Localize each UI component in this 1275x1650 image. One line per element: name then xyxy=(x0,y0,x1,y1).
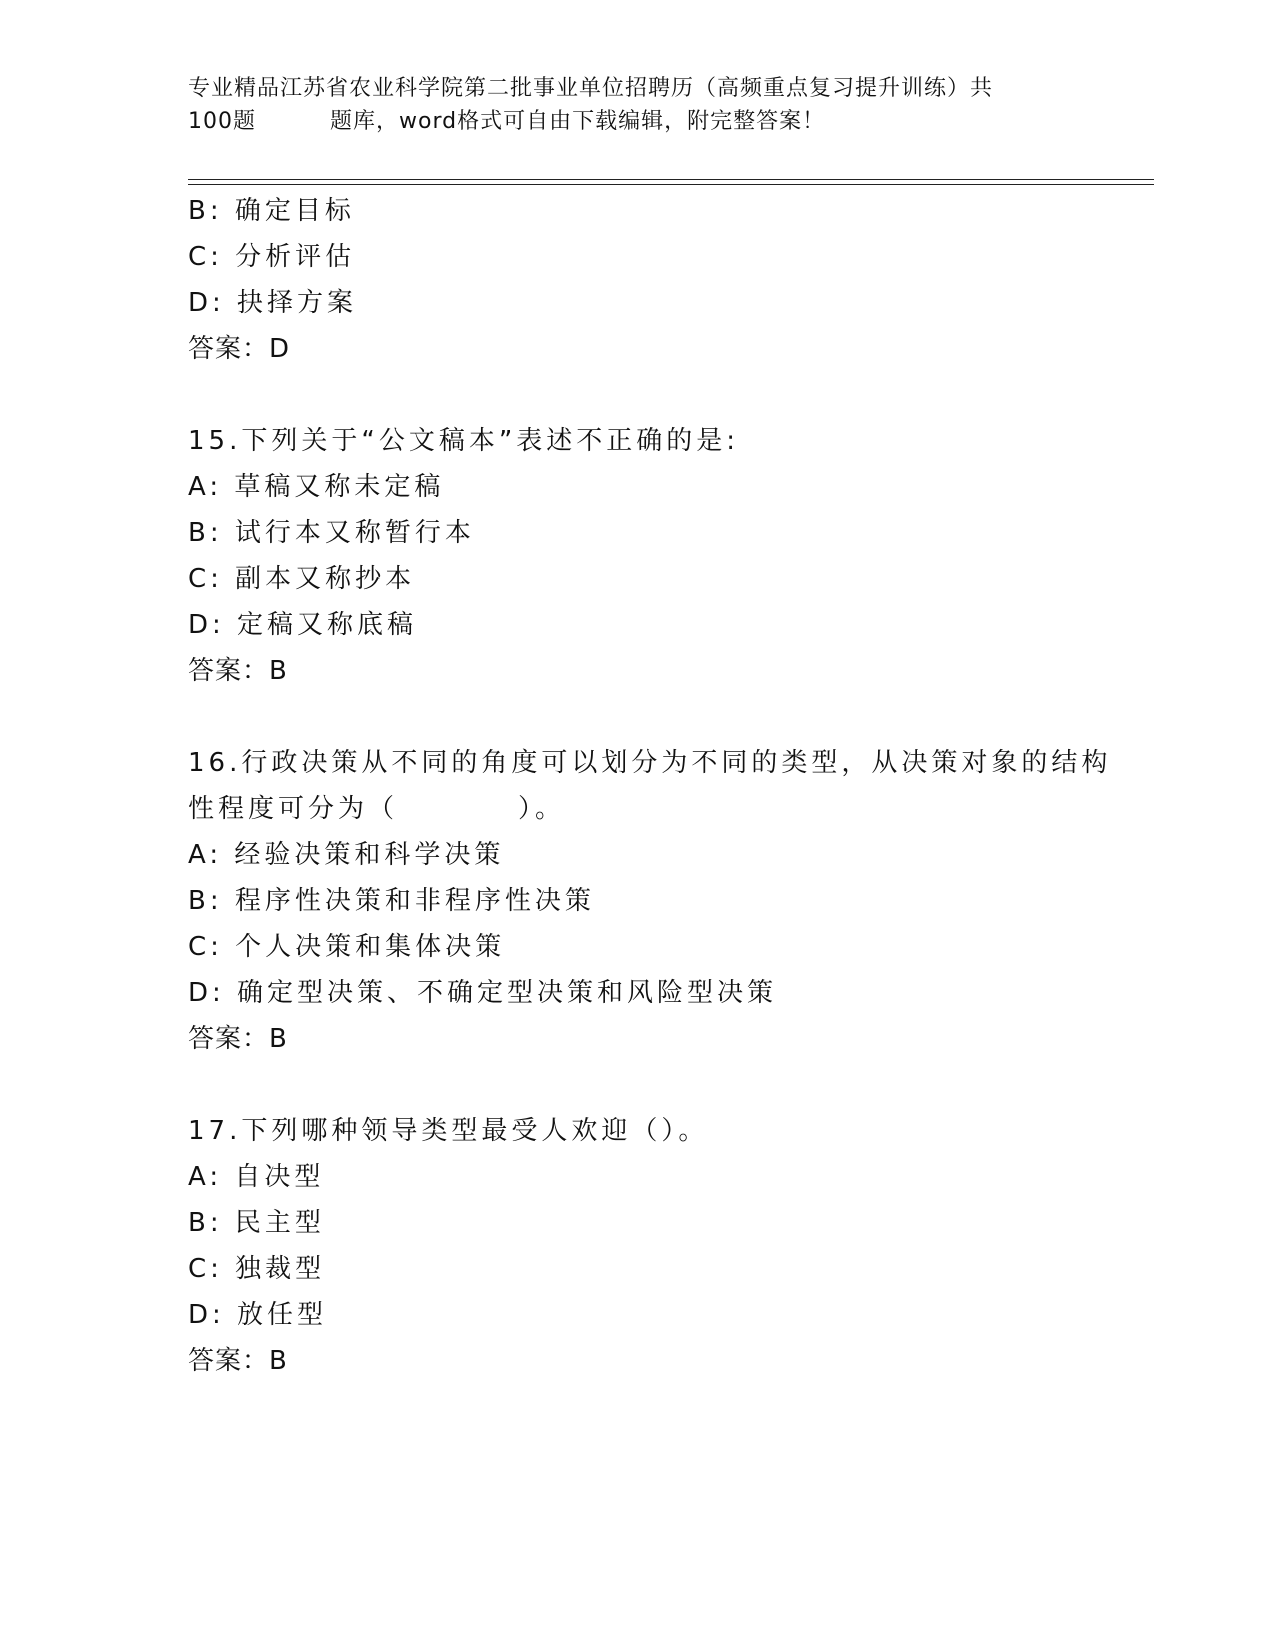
document-header xyxy=(188,72,1088,138)
answer-line: 答案：D xyxy=(188,334,291,364)
option-d: D: 放任型 xyxy=(188,1300,328,1330)
option-b: B: 确定目标 xyxy=(188,196,355,226)
header-description: 题库，word格式可自由下载编辑，附完整答案！ xyxy=(330,109,826,134)
question-stem: 15.下列关于“公文稿本”表述不正确的是: xyxy=(188,426,740,456)
question-14-continued xyxy=(188,188,1088,372)
option-a: A: 自决型 xyxy=(188,1162,325,1192)
header-question-count: 100题 xyxy=(188,109,256,134)
option-b: B: 程序性决策和非程序性决策 xyxy=(188,886,595,916)
answer-line: 答案：B xyxy=(188,1024,288,1054)
option-d: D: 抉择方案 xyxy=(188,288,358,318)
question-17 xyxy=(188,1108,1088,1384)
question-15 xyxy=(188,418,1088,694)
option-c: C: 分析评估 xyxy=(188,242,356,272)
option-c: C: 个人决策和集体决策 xyxy=(188,932,506,962)
answer-line: 答案：B xyxy=(188,656,288,686)
option-d: D: 定稿又称底稿 xyxy=(188,610,418,640)
option-d: D: 确定型决策、不确定型决策和风险型决策 xyxy=(188,978,778,1008)
question-stem-line-1: 16.行政决策从不同的角度可以划分为不同的类型，从决策对象的结构 xyxy=(188,748,1112,778)
option-b: B: 试行本又称暂行本 xyxy=(188,518,475,548)
question-stem: 17.下列哪种领导类型最受人欢迎（）。 xyxy=(188,1116,709,1146)
header-divider-bottom xyxy=(188,184,1154,185)
option-a: A: 经验决策和科学决策 xyxy=(188,840,505,870)
answer-line: 答案：B xyxy=(188,1346,288,1376)
header-divider-top xyxy=(188,179,1154,180)
question-stem-line-2: 性程度可分为（ ）。 xyxy=(188,794,566,824)
option-c: C: 副本又称抄本 xyxy=(188,564,416,594)
option-c: C: 独裁型 xyxy=(188,1254,326,1284)
option-a: A: 草稿又称未定稿 xyxy=(188,472,445,502)
option-b: B: 民主型 xyxy=(188,1208,325,1238)
header-title-line-2 xyxy=(188,105,1088,138)
question-list xyxy=(188,188,1112,1384)
header-title-line-1: 专业精品江苏省农业科学院第二批事业单位招聘历（高频重点复习提升训练）共 xyxy=(188,76,994,101)
question-16 xyxy=(188,740,1112,1062)
